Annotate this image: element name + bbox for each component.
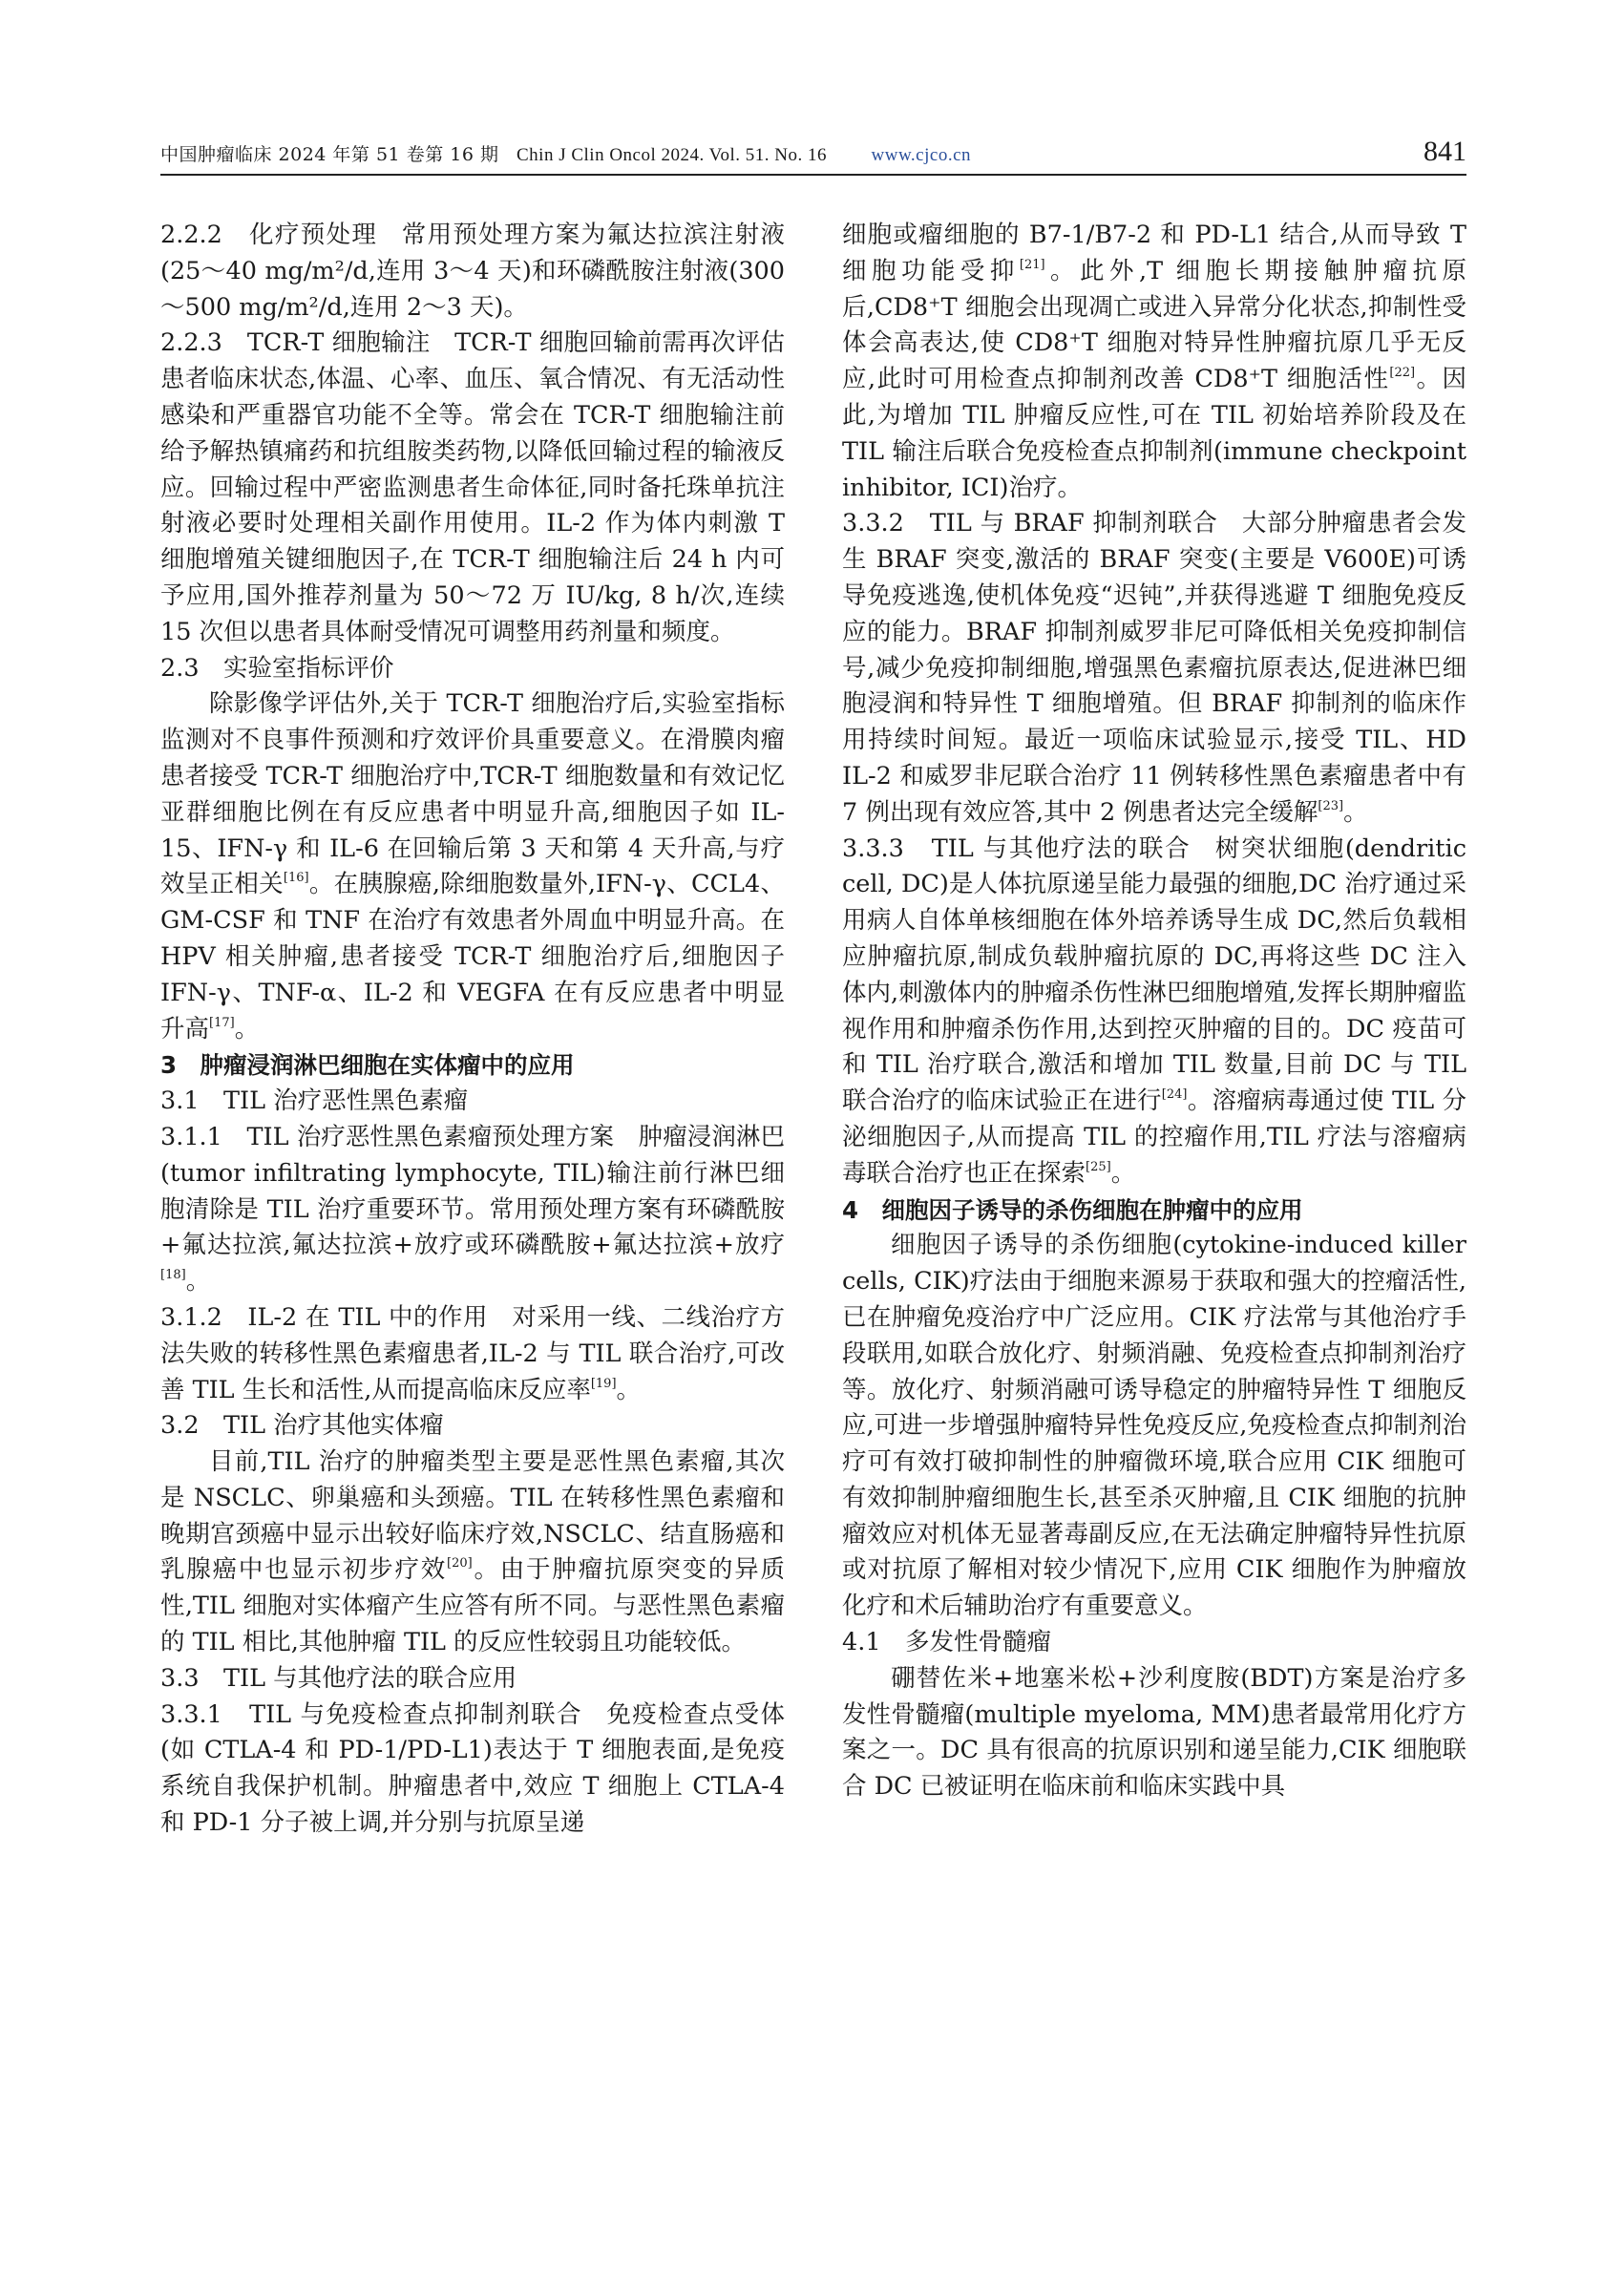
paragraph-text: 。: [616, 1375, 642, 1404]
citation-ref[interactable]: [19]: [590, 1376, 617, 1391]
paragraph: [160, 326, 785, 650]
paragraph: [160, 1084, 785, 1120]
paragraph: [842, 1625, 1466, 1661]
paragraph: [842, 218, 1466, 506]
citation-ref[interactable]: [22]: [1389, 366, 1416, 381]
subsection-heading: 2.2.3 TCR-T 细胞输注: [160, 328, 431, 358]
paragraph: [842, 832, 1466, 1192]
paragraph: [160, 1445, 785, 1661]
paragraph-text: 目前,TIL 治疗的肿瘤类型主要是恶性黑色素瘤,其次是 NSCLC、卵巢癌和头颈癌。TIL 在转移性黑色素瘤和晚期宫颈癌中显示出较好临床疗效,NSCLC、结直肠癌和乳腺癌中也显示初步疗效: [160, 1447, 785, 1585]
paragraph-text: 硼替佐米+地塞米松+沙利度胺(BDT)方案是治疗多发性骨髓瘤(multiple myeloma, MM)患者最常用化疗方案之一。DC 具有很高的抗原识别和递呈能力,CIK 细胞联合 DC 已被证明在临床前和临床实践中具: [842, 1663, 1466, 1802]
journal-info: [160, 140, 971, 166]
paragraph-text: 肿瘤浸润淋巴(tumor infiltrating lymphocyte, TIL)输注前行淋巴细胞清除是 TIL 治疗重要环节。常用预处理方案有环磷酰胺+氟达拉滨,氟达拉滨+放疗或环磷酰胺+氟达拉滨+放疗: [160, 1122, 785, 1260]
citation-ref[interactable]: [20]: [447, 1556, 473, 1571]
paragraph-text: 。: [1343, 797, 1368, 827]
paragraph: [160, 1408, 785, 1445]
paragraph-text: TCR-T 细胞回输前需再次评估患者临床状态,体温、心率、血压、氧合情况、有无活动性感染和严重器官功能不全等。常会在 TCR-T 细胞输注前给予解热镇痛药和抗组胺类药物,以降低回输过程的输液反应。回输过程中严密监测患者生命体征,同时备托珠单抗注射液必要时处理相关副作用使用。IL-2 作为体内刺激 T 细胞增殖关键细胞因子,在 TCR-T 细胞输注后 24 h 内可予应用,国外推荐剂量为 50～72 万 IU/kg, 8 h/次,连续 15 次但以患者具体耐受情况可调整用药剂量和频度。: [160, 328, 785, 646]
paragraph-text: 大部分肿瘤患者会发生 BRAF 突变,激活的 BRAF 突变(主要是 V600E)可诱导免疫逃逸,使机体免疫“迟钝”,并获得逃避 T 细胞免疫反应的能力。BRAF 抑制剂威罗非尼可降低相关免疫抑制信号,减少免疫抑制细胞,增强黑色素瘤抗原表达,促进淋巴细胞浸润和特异性 T 细胞增殖。但 BRAF 抑制剂的临床作用持续时间短。最近一项临床试验显示,接受 TIL、HD IL-2 和威罗非尼联合治疗 11 例转移性黑色素瘤患者中有 7 例出现有效应答,其中 2 例患者达完全缓解: [842, 509, 1466, 827]
paragraph-text: 常用预处理方案为氟达拉滨注射液(25～40 mg/m²/d,连用 3～4 天)和环磷酰胺注射液(300～500 mg/m²/d,连用 2～3 天)。: [160, 221, 785, 322]
citation-ref[interactable]: [25]: [1086, 1159, 1111, 1174]
paragraph: [160, 1120, 785, 1300]
section-heading: [842, 1192, 1466, 1229]
paragraph: [160, 1661, 785, 1698]
paragraph-text: 。此外,T 细胞长期接触肿瘤抗原后,CD8⁺T 细胞会出现凋亡或进入异常分化状态,抑制性受体会高表达,使 CD8⁺T 细胞对特异性肿瘤抗原几乎无反应,此时可用检查点抑制剂改善 CD8⁺T 细胞活性: [842, 256, 1466, 394]
journal-title-en: Chin J Clin Oncol 2024. Vol. 51. No. 16: [517, 145, 827, 165]
subsection-heading: 2.2.2 化疗预处理: [160, 221, 378, 249]
paragraph-text: 免疫检查点受体(如 CTLA-4 和 PD-1/PD-L1)表达于 T 细胞表面,是免疫系统自我保护机制。肿瘤患者中,效应 T 细胞上 CTLA-4 和 PD-1 分子被上调,并分别与抗原呈递: [160, 1699, 785, 1838]
subsection-heading: 3.3.2 TIL 与 BRAF 抑制剂联合: [842, 509, 1218, 538]
paragraph: [160, 1300, 785, 1408]
paragraph-text: 3 肿瘤浸润淋巴细胞在实体瘤中的应用: [160, 1051, 575, 1080]
paragraph: [160, 1698, 785, 1842]
paragraph-text: 3.3 TIL 与其他疗法的联合应用: [160, 1663, 517, 1693]
citation-ref[interactable]: [23]: [1318, 798, 1344, 813]
paragraph-text: 对采用一线、二线治疗方法失败的转移性黑色素瘤患者,IL-2 与 TIL 联合治疗,可改善 TIL 生长和活性,从而提高临床反应率: [160, 1302, 785, 1404]
subsection-heading: 3.3.1 TIL 与免疫检查点抑制剂联合: [160, 1699, 582, 1729]
paragraph: [160, 218, 785, 326]
paragraph-text: 3.1 TIL 治疗恶性黑色素瘤: [160, 1086, 469, 1116]
citation-ref[interactable]: [24]: [1161, 1087, 1188, 1103]
subsection-heading: 3.1.1 TIL 治疗恶性黑色素瘤预处理方案: [160, 1122, 615, 1151]
paragraph-text: 细胞或瘤细胞的 B7-1/B7-2 和 PD-L1 结合,从而导致 T 细胞功能受抑: [842, 221, 1466, 285]
paragraph: [842, 506, 1466, 831]
page-number: 841: [1424, 136, 1466, 167]
journal-url[interactable]: www.cjco.cn: [871, 145, 972, 165]
paragraph-text: 。溶瘤病毒通过使 TIL 分泌细胞因子,从而提高 TIL 的控瘤作用,TIL 疗法与溶瘤病毒联合治疗也正在探索: [842, 1086, 1466, 1188]
paragraph-text: 。: [1110, 1158, 1136, 1188]
citation-ref[interactable]: [17]: [209, 1015, 235, 1030]
left-column: [160, 218, 785, 1842]
paragraph: [160, 686, 785, 1047]
paragraph-text: 。在胰腺癌,除细胞数量外,IFN-γ、CCL4、GM-CSF 和 TNF 在治疗有效患者外周血中明显升高。在 HPV 相关肿瘤,患者接受 TCR-T 细胞治疗后,细胞因子 IFN-γ、TNF-α、IL-2 和 VEGFA 在有反应患者中明显升高: [160, 870, 785, 1044]
paragraph-text: 除影像学评估外,关于 TCR-T 细胞治疗后,实验室指标监测对不良事件预测和疗效评价具重要意义。在滑膜肉瘤患者接受 TCR-T 细胞治疗中,TCR-T 细胞数量和有效记忆亚群细胞比例在有反应患者中明显升高,细胞因子如 IL-15、IFN-γ 和 IL-6 在回输后第 3 天和第 4 天升高,与疗效呈正相关: [160, 689, 785, 899]
paragraph-text: 。: [185, 1267, 211, 1297]
paragraph-text: 细胞因子诱导的杀伤细胞(cytokine-induced killer cells, CIK)疗法由于细胞来源易于获取和强大的控瘤活性,已在肿瘤免疫治疗中广泛应用。CIK 疗法常与其他治疗手段联用,如联合放化疗、射频消融、免疫检查点抑制剂治疗等。放化疗、射频消融可诱导稳定的肿瘤特异性 T 细胞反应,可进一步增强肿瘤特异性免疫反应,免疫检查点抑制剂治疗可有效打破抑制性的肿瘤微环境,联合应用 CIK 细胞可有效抑制肿瘤细胞生长,甚至杀灭肿瘤,且 CIK 细胞的抗肿瘤效应对机体无显著毒副反应,在无法确定肿瘤特异性抗原或对抗原了解相对较少情况下,应用 CIK 细胞作为肿瘤放化疗和术后辅助治疗有重要意义。: [842, 1231, 1466, 1621]
running-header: [160, 132, 1466, 176]
journal-title-cn: 中国肿瘤临床 2024 年第 51 卷第 16 期: [160, 144, 499, 165]
paragraph-text: 2.3 实验室指标评价: [160, 653, 394, 683]
paragraph-text: 。由于肿瘤抗原突变的异质性,TIL 细胞对实体瘤产生应答有所不同。与恶性黑色素瘤的 TIL 相比,其他肿瘤 TIL 的反应性较弱且功能较低。: [160, 1555, 785, 1657]
paragraph-text: 树突状细胞(dendritic cell, DC)是人体抗原递呈能力最强的细胞,DC 治疗通过采用病人自体单核细胞在体外培养诱导生成 DC,然后负载相应肿瘤抗原,制成负载肿瘤抗原的 DC,再将这些 DC 注入体内,刺激体内的肿瘤杀伤性淋巴细胞增殖,发挥长期肿瘤监视作用和肿瘤杀伤作用,达到控灭肿瘤的目的。DC 疫苗可和 TIL 治疗联合,激活和增加 TIL 数量,目前 DC 与 TIL 联合治疗的临床试验正在进行: [842, 833, 1466, 1116]
citation-ref[interactable]: [21]: [1019, 257, 1045, 272]
citation-ref[interactable]: [16]: [283, 871, 309, 886]
paragraph-text: 4.1 多发性骨髓瘤: [842, 1628, 1052, 1657]
subsection-heading: 3.3.3 TIL 与其他疗法的联合: [842, 833, 1192, 863]
paragraph: [160, 651, 785, 687]
section-heading: [160, 1047, 785, 1084]
paragraph-text: 。: [234, 1014, 260, 1044]
right-column: [842, 218, 1466, 1805]
subsection-heading: 3.1.2 IL-2 在 TIL 中的作用: [160, 1302, 489, 1332]
paragraph: [842, 1228, 1466, 1625]
paragraph-text: 4 细胞因子诱导的杀伤细胞在肿瘤中的应用: [842, 1195, 1303, 1224]
paragraph: [842, 1661, 1466, 1805]
citation-ref[interactable]: [18]: [160, 1268, 186, 1283]
paragraph-text: 。因此,为增加 TIL 肿瘤反应性,可在 TIL 初始培养阶段及在 TIL 输注后联合免疫检查点抑制剂(immune checkpoint inhibitor, ICI)治疗。: [842, 365, 1466, 502]
paragraph-text: 3.2 TIL 治疗其他实体瘤: [160, 1411, 444, 1441]
